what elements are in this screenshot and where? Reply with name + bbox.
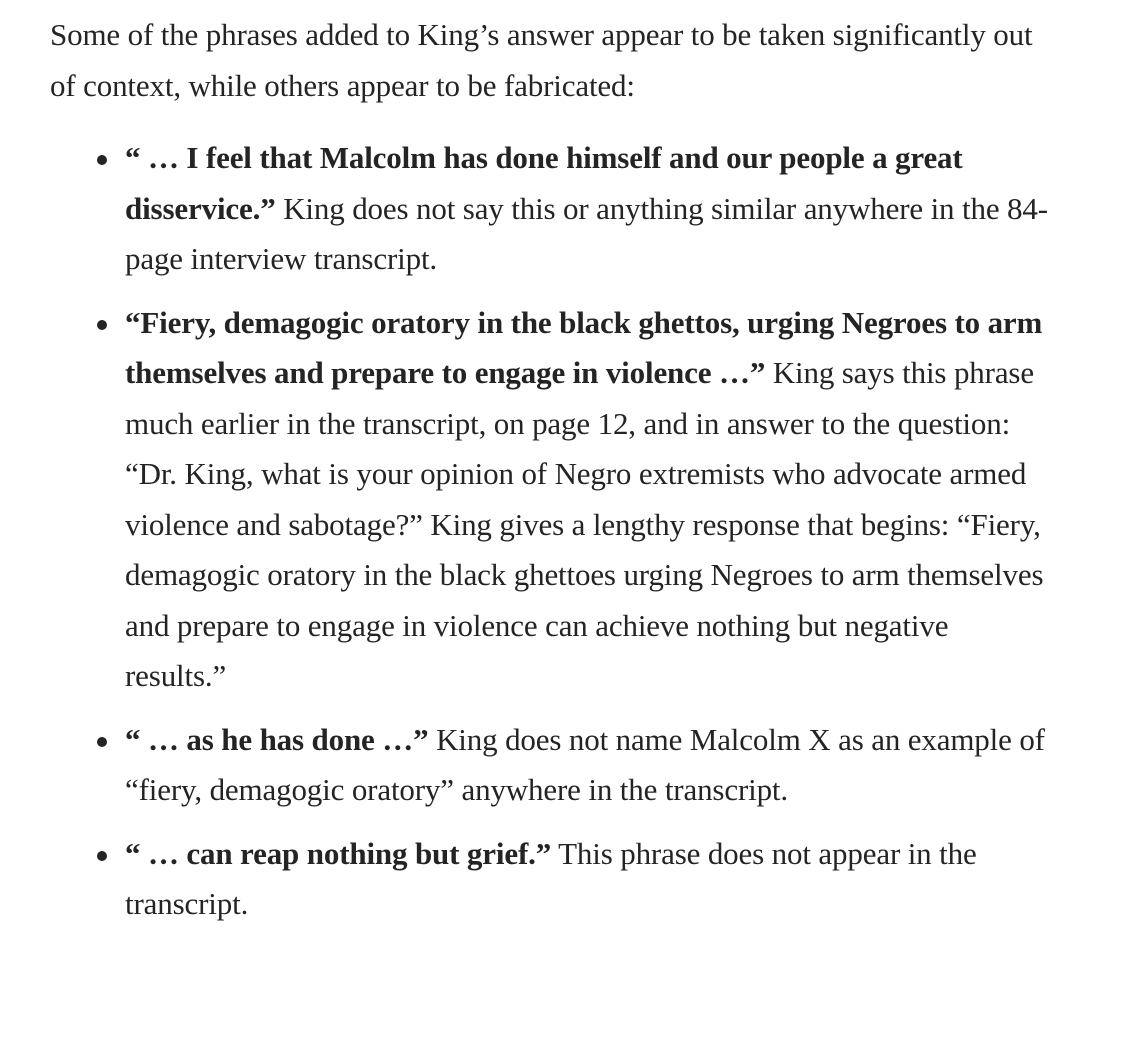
bullet-icon — [97, 851, 107, 861]
quoted-phrase: “ … can reap nothing but grief.” — [125, 835, 552, 871]
bullet-icon — [97, 737, 107, 747]
quoted-phrase: “ … I feel that Malcolm has done himself and our people a great disservice.” — [125, 140, 963, 226]
explanation-text: This phrase does not appear in the transcript. — [125, 835, 977, 921]
list-item — [125, 829, 1050, 930]
quoted-phrase: “ … as he has done …” — [125, 721, 429, 757]
explanation-text: King does not name Malcolm X as an example of “fiery, demagogic oratory” anywhere in the transcript. — [125, 721, 1045, 807]
bullet-icon — [97, 155, 107, 165]
list-item — [125, 298, 1050, 702]
bullet-icon — [97, 320, 107, 330]
list-item — [125, 715, 1050, 816]
explanation-text: King says this phrase much earlier in the transcript, on page 12, and in answer to the question: “Dr. King, what is your opinion of Negro extremists who advocate armed violence and sabotage?” King gives a lengthy response that begins: “Fiery, demagogic oratory in the black ghettoes urging Negroes to arm themselves and prepare to engage in violence can achieve nothing but negative results.” — [125, 355, 1044, 693]
quoted-phrase: “Fiery, demagogic oratory in the black ghettos, urging Negroes to arm themselves and prepare to engage in violence …” — [125, 304, 1043, 390]
fact-check-list — [50, 133, 1050, 930]
intro-paragraph: Some of the phrases added to King’s answer appear to be taken significantly out of context, while others appear to be fabricated: — [50, 17, 1033, 103]
list-item — [125, 133, 1050, 285]
explanation-text: King does not say this or anything similar anywhere in the 84-page interview transcript. — [125, 190, 1048, 276]
